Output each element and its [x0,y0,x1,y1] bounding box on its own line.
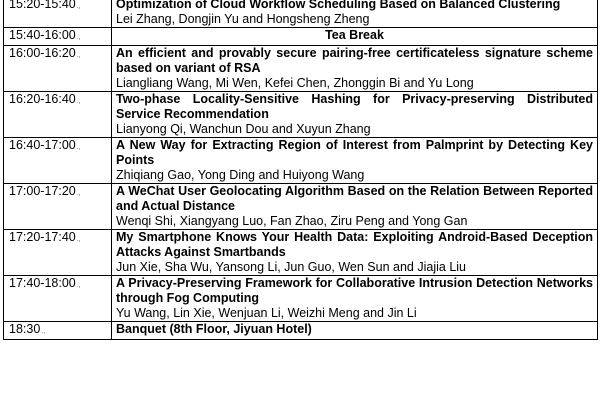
banquet-title: Banquet (8th Floor, Jiyuan Hotel) [116,322,312,336]
schedule-table [3,0,598,340]
paper-authors: Zhiqiang Gao, Yong Ding and Huiyong Wang [116,168,365,182]
session-cell [112,92,598,138]
table-row [4,138,598,184]
paper-authors: Yu Wang, Lin Xie, Wenjuan Li, Weizhi Meng and Jin Li [116,306,417,320]
session-cell [112,46,598,92]
paper-title: My Smartphone Knows Your Health Data: Exploiting Android-Based Deception Attacks Against Smartbands [116,230,593,259]
session-cell [112,184,598,230]
session-cell [112,0,598,28]
paper-title: Two-phase Locality-Sensitive Hashing for Privacy-preserving Distributed Service Recommendation [116,92,593,121]
time-cell: 18:30., [4,322,112,340]
table-row [4,322,598,340]
time-cell: 17:20-17:40., [4,230,112,276]
table-row [4,28,598,46]
paper-authors: Wenqi Shi, Xiangyang Luo, Fan Zhao, Ziru Peng and Yong Gan [116,214,468,228]
paper-authors: Liangliang Wang, Mi Wen, Kefei Chen, Zhonggin Bi and Yu Long [116,76,474,90]
paper-authors: Lianyong Qi, Wanchun Dou and Xuyun Zhang [116,122,371,136]
time-cell: 16:40-17:00., [4,138,112,184]
paper-title: A New Way for Extracting Region of Interest from Palmprint by Detecting Key Points [116,138,593,167]
table-row [4,46,598,92]
paper-title: Optimization of Cloud Workflow Scheduling Based on Balanced Clustering [116,0,561,11]
paper-authors: Jun Xie, Sha Wu, Yansong Li, Jun Guo, Wen Sun and Jiajia Liu [116,260,466,274]
paper-authors: Lei Zhang, Dongjin Yu and Hongsheng Zheng [116,12,370,26]
table-row [4,276,598,322]
paper-title: A WeChat User Geolocating Algorithm Based on the Relation Between Reported and Actual Distance [116,184,593,213]
time-cell: 15:20-15:40., [4,0,112,28]
table-row [4,184,598,230]
table-row [4,92,598,138]
session-cell [112,322,598,340]
paper-title: An efficient and provably secure pairing-free certificateless signature scheme based on variant of RSA [116,46,593,75]
session-cell [112,138,598,184]
table-row [4,0,598,28]
paper-title: A Privacy-Preserving Framework for Collaborative Intrusion Detection Networks through Fog Computing [116,276,593,305]
table-row [4,230,598,276]
session-cell [112,230,598,276]
time-cell: 15:40-16:00., [4,28,112,46]
time-cell: 16:00-16:20., [4,46,112,92]
time-cell: 17:00-17:20., [4,184,112,230]
session-cell [112,28,598,46]
time-cell: 16:20-16:40., [4,92,112,138]
time-cell: 17:40-18:00., [4,276,112,322]
break-title: Tea Break [325,28,384,42]
session-cell [112,276,598,322]
